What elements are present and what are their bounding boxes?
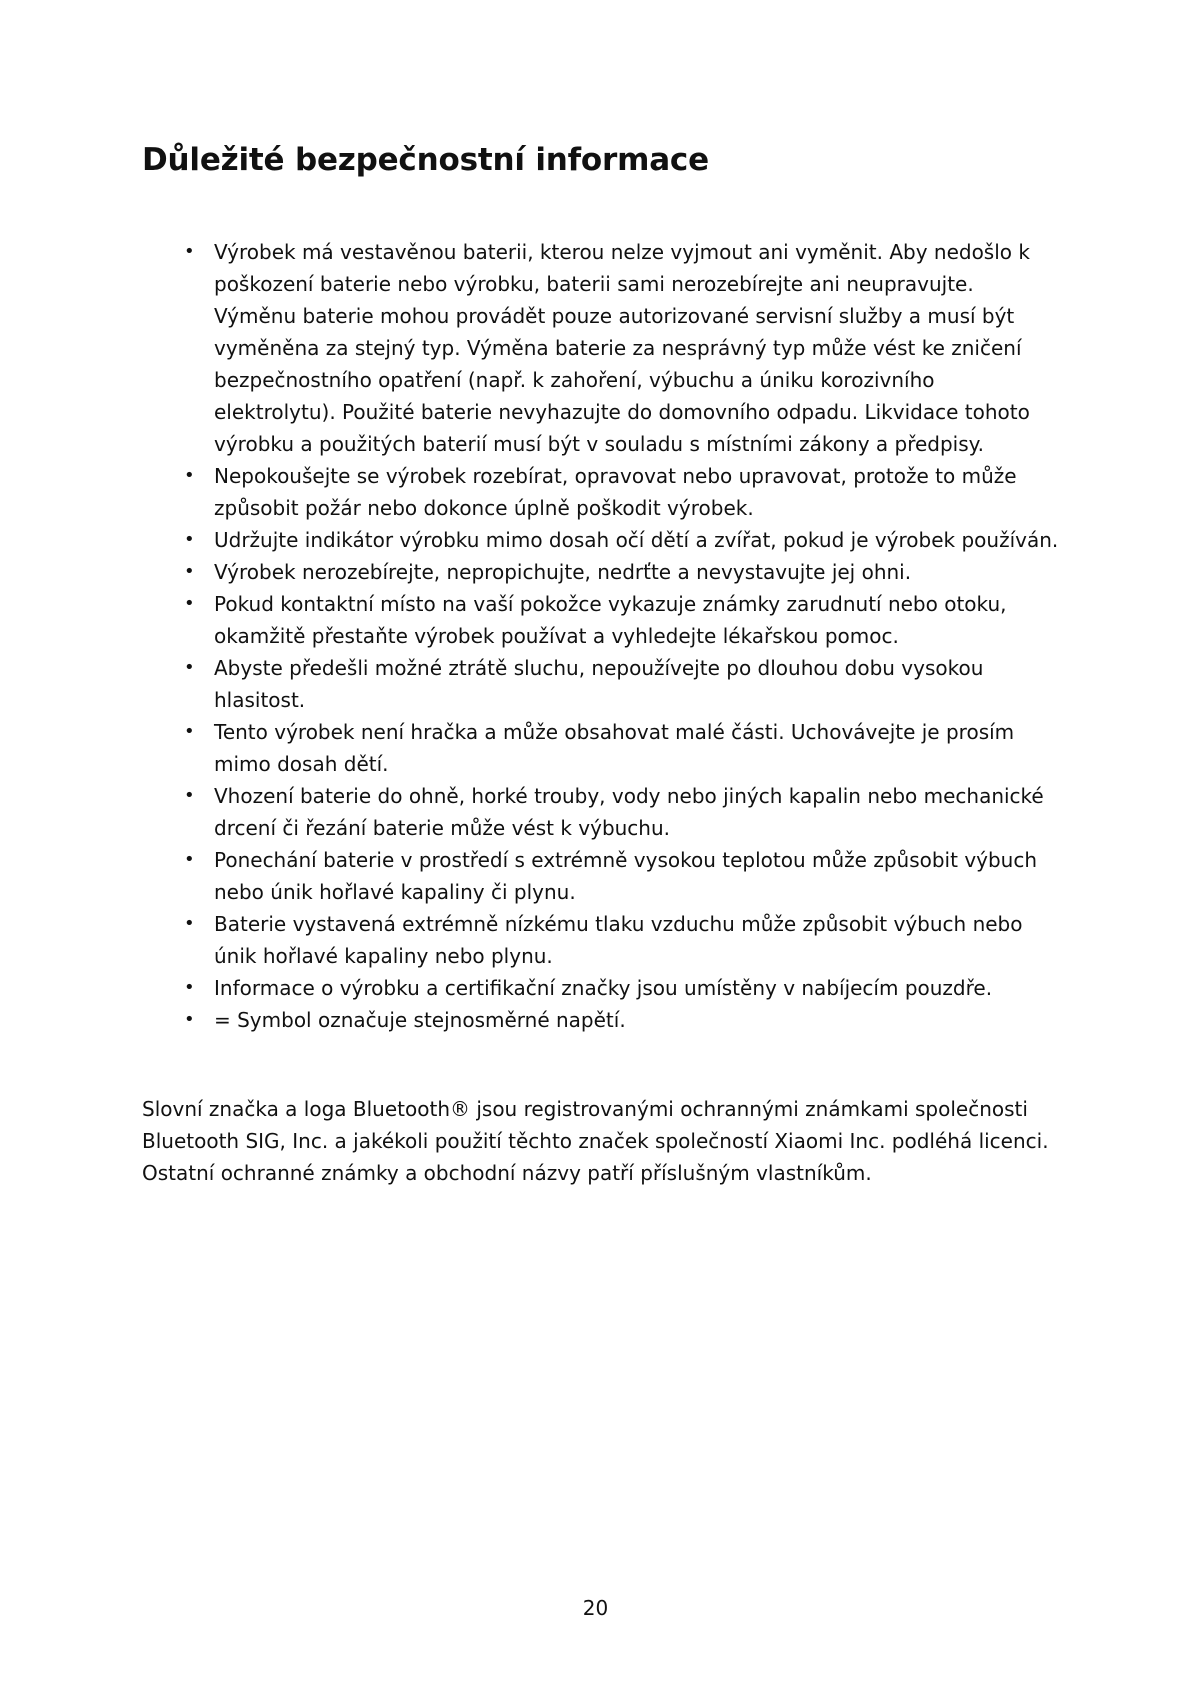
list-item-text: Abyste předešli možné ztrátě sluchu, nepoužívejte po dlouhou dobu vysokou hlasitost.: [214, 656, 984, 712]
trademark-notice: Slovní značka a loga Bluetooth® jsou registrovanými ochrannými známkami společnosti Bluetooth SIG, Inc. a jakékoli použití těchto značek společností Xiaomi Inc. podléhá licenci. Ostatní ochranné známky a obchodní názvy patří příslušným vlastníkům.: [142, 1097, 1049, 1185]
list-item: [142, 908, 1062, 972]
list-item: [142, 556, 1062, 588]
bullet-icon: •: [184, 529, 195, 550]
bullet-icon: •: [184, 977, 195, 998]
list-item-text: Ponechání baterie v prostředí s extrémně vysokou teplotou může způsobit výbuch nebo únik hořlavé kapaliny či plynu.: [214, 848, 1038, 904]
list-item-text: Nepokoušejte se výrobek rozebírat, opravovat nebo upravovat, protože to může způsobit požár nebo dokonce úplně poškodit výrobek.: [214, 464, 1017, 520]
bullet-icon: •: [184, 657, 195, 678]
bullet-icon: •: [184, 593, 195, 614]
safety-information-list: [142, 236, 1062, 1036]
bullet-icon: •: [184, 465, 195, 486]
list-item: [142, 652, 1062, 716]
list-item-text: Vhození baterie do ohně, horké trouby, vody nebo jiných kapalin nebo mechanické drcení či řezání baterie může vést k výbuchu.: [214, 784, 1044, 840]
list-item: [142, 972, 1062, 1004]
bullet-icon: •: [184, 721, 195, 742]
list-item: [142, 236, 1062, 460]
list-item-text: Výrobek nerozebírejte, nepropichujte, nedrťte a nevystavujte jej ohni.: [214, 560, 912, 584]
list-item: [142, 588, 1062, 652]
list-item: [142, 1004, 1062, 1036]
list-item-text: Tento výrobek není hračka a může obsahovat malé části. Uchovávejte je prosím mimo dosah dětí.: [214, 720, 1015, 776]
list-item-text: Pokud kontaktní místo na vaší pokožce vykazuje známky zarudnutí nebo otoku, okamžitě přestaňte výrobek používat a vyhledejte lékařskou pomoc.: [214, 592, 1007, 648]
page-title: Důležité bezpečnostní informace: [142, 142, 709, 178]
bullet-icon: •: [184, 241, 195, 262]
list-item: [142, 844, 1062, 908]
list-item: [142, 716, 1062, 780]
list-item-text: Baterie vystavená extrémně nízkému tlaku vzduchu může způsobit výbuch nebo únik hořlavé kapaliny nebo plynu.: [214, 912, 1023, 968]
list-item-text: Výrobek má vestavěnou baterii, kterou nelze vyjmout ani vyměnit. Aby nedošlo k poškození baterie nebo výrobku, baterii sami nerozebírejte ani neupravujte. Výměnu baterie mohou provádět pouze autorizované servisní služby a musí být vyměněna za stejný typ. Výměna baterie za nesprávný typ může vést ke zničení bezpečnostního opatření (např. k zahoření, výbuchu a úniku korozivního elektrolytu). Použité baterie nevyhazujte do domovního odpadu. Likvidace tohoto výrobku a použitých baterií musí být v souladu s místními zákony a předpisy.: [214, 240, 1030, 456]
list-item-text: Udržujte indikátor výrobku mimo dosah očí dětí a zvířat, pokud je výrobek používán.: [214, 528, 1059, 552]
list-item-text: Informace o výrobku a certifikační značky jsou umístěny v nabíjecím pouzdře.: [214, 976, 993, 1000]
list-item: [142, 780, 1062, 844]
list-item-text: = Symbol označuje stejnosměrné napětí.: [214, 1008, 626, 1032]
bullet-icon: •: [184, 561, 195, 582]
bullet-icon: •: [184, 1009, 195, 1030]
list-item: [142, 524, 1062, 556]
bullet-icon: •: [184, 785, 195, 806]
list-item: [142, 460, 1062, 524]
page-number: 20: [582, 1596, 609, 1620]
bullet-icon: •: [184, 849, 195, 870]
bullet-icon: •: [184, 913, 195, 934]
